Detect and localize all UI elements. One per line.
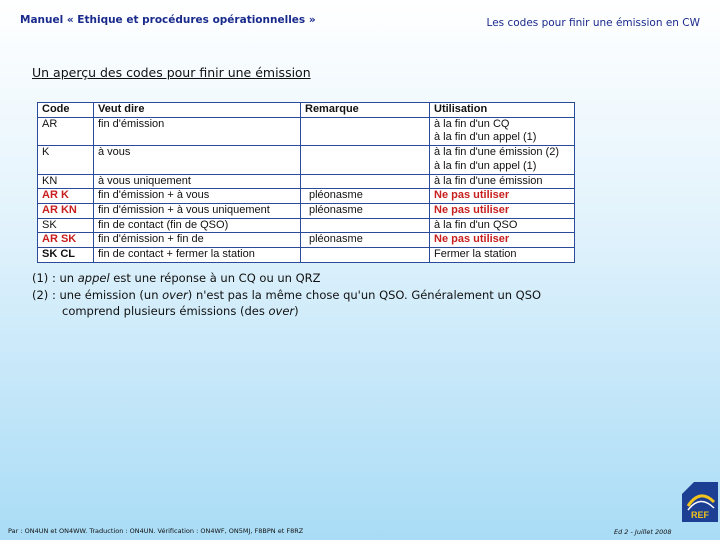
table-row xyxy=(38,146,575,174)
cell-remark: pléonasme xyxy=(301,233,430,248)
footnote-2-prefix: (2) : une émission (un xyxy=(32,287,163,302)
table-row xyxy=(38,189,575,204)
footnote-2-term: over xyxy=(162,287,188,302)
cell-usage: à la fin d'une émission (2) à la fin d'un appel (1) xyxy=(430,146,575,174)
cell-code: SK xyxy=(38,218,94,233)
cell-meaning: fin d'émission + à vous uniquement xyxy=(94,203,301,218)
cell-meaning: fin de contact (fin de QSO) xyxy=(94,218,301,233)
cell-code: AR K xyxy=(38,189,94,204)
footnote-1-term: appel xyxy=(77,271,110,285)
cell-remark xyxy=(301,117,430,145)
codes-table xyxy=(37,102,575,263)
table-header-row xyxy=(38,103,575,118)
cell-meaning: fin d'émission + fin de xyxy=(94,233,301,248)
table-row xyxy=(38,218,575,233)
cell-code: AR xyxy=(38,117,94,145)
footnote-2 xyxy=(32,287,541,304)
footnote-1-text: est une réponse à un CQ ou un QRZ xyxy=(109,271,321,285)
cell-remark xyxy=(301,174,430,189)
footnote-2-line2-suffix: ) xyxy=(294,304,299,318)
cell-usage: Ne pas utiliser xyxy=(430,203,575,218)
cell-remark xyxy=(301,248,430,263)
footnote-2-line2-term: over xyxy=(268,304,295,318)
cell-code: KN xyxy=(38,174,94,189)
header-right: Les codes pour finir une émission en CW xyxy=(486,17,700,29)
table-row xyxy=(38,233,575,248)
table-row xyxy=(38,203,575,218)
cell-meaning: à vous uniquement xyxy=(94,174,301,189)
table-row xyxy=(38,248,575,263)
cell-meaning: fin de contact + fermer la station xyxy=(94,248,301,263)
cell-remark: pléonasme xyxy=(301,203,430,218)
footnote-2-line2-prefix: comprend plusieurs émissions (des xyxy=(62,304,269,318)
footnote-1 xyxy=(32,270,541,287)
footnotes xyxy=(32,270,541,320)
cell-code: AR SK xyxy=(38,233,94,248)
cell-usage: à la fin d'un QSO xyxy=(430,218,575,233)
cell-meaning: à vous xyxy=(94,146,301,174)
cell-remark xyxy=(301,146,430,174)
footnote-2-text: ) n'est pas la même chose qu'un QSO. Généralement un QSO xyxy=(187,287,542,302)
cell-remark xyxy=(301,218,430,233)
cell-usage: Fermer la station xyxy=(430,248,575,263)
footnote-2-continued xyxy=(32,303,541,320)
cell-remark: pléonasme xyxy=(301,189,430,204)
cell-code: SK CL xyxy=(38,248,94,263)
section-title: Un aperçu des codes pour finir une émission xyxy=(32,65,311,80)
col-header-meaning: Veut dire xyxy=(94,103,301,118)
cell-usage: à la fin d'une émission xyxy=(430,174,575,189)
col-header-usage: Utilisation xyxy=(430,103,575,118)
footnote-1-prefix: (1) : un xyxy=(32,271,78,285)
ref-logo-icon xyxy=(680,480,720,524)
table-row xyxy=(38,117,575,145)
cell-code: K xyxy=(38,146,94,174)
cell-usage: Ne pas utiliser xyxy=(430,189,575,204)
cell-meaning: fin d'émission xyxy=(94,117,301,145)
footer-credits: Par : ON4UN et ON4WW. Traduction : ON4UN. Vérification : ON4WF, ON5MJ, F8BPN et F8RZ xyxy=(8,527,304,535)
col-header-code: Code xyxy=(38,103,94,118)
footer-edition: Ed 2 - Juillet 2008 xyxy=(614,528,672,536)
header-left: Manuel « Ethique et procédures opérationnelles » xyxy=(20,14,316,26)
cell-usage: à la fin d'un CQ à la fin d'un appel (1) xyxy=(430,117,575,145)
cell-code: AR KN xyxy=(38,203,94,218)
cell-meaning: fin d'émission + à vous xyxy=(94,189,301,204)
cell-usage: Ne pas utiliser xyxy=(430,233,575,248)
table-body xyxy=(38,117,575,262)
table-row xyxy=(38,174,575,189)
col-header-remark: Remarque xyxy=(301,103,430,118)
logo-text: REF xyxy=(691,510,709,520)
